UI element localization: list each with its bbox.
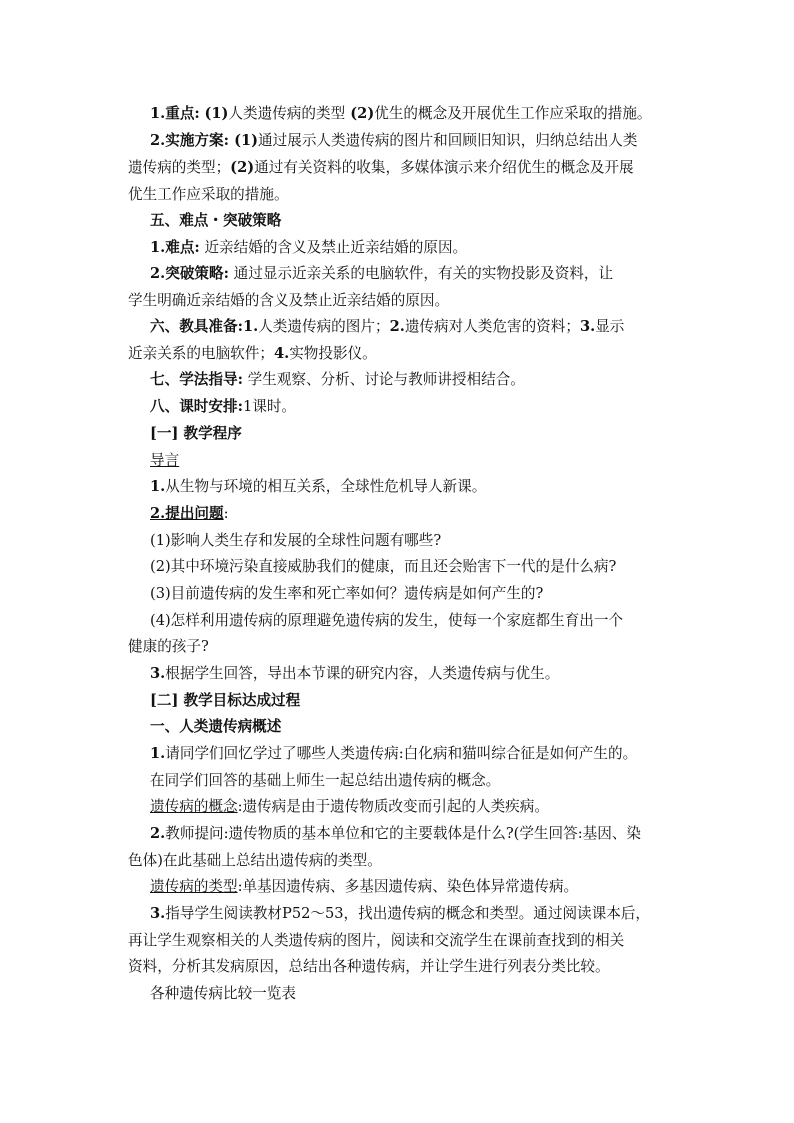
question-4-line-1: (4)怎样利用遗传病的原理避免遗传病的发生，使每一个家庭都生育出一个 <box>150 612 624 629</box>
sec-1-title: 一、人类遗传病概述 <box>150 718 282 735</box>
difficulty-line: 1.难点: 近亲结婚的含义及禁止近亲结婚的原因。 <box>150 239 468 256</box>
section-6-line-2: 近亲关系的电脑软件；4.实物投影仪。 <box>128 345 377 362</box>
sec-1-para-1-line-1: 1.请同学们回忆学过了哪些人类遗传病:白化病和猫叫综合征是如何产生的。 <box>150 745 638 762</box>
concept-label: 遗传病的概念 <box>150 798 238 815</box>
sec-1-para-1-line-2: 在同学们回答的基础上师生一起总结出遗传病的概念。 <box>150 772 501 789</box>
plan-line-1: 2.实施方案: (1)通过展示人类遗传病的图片和回顾旧知识，归纳总结出人类 <box>150 132 638 149</box>
sec-1-para-3-line-2: 再让学生观察相关的人类遗传病的图片，阅读和交流学生在课前查找到的相关 <box>128 932 625 949</box>
question-2: (2)其中环境污染直接威胁我们的健康，而且还会贻害下一代的是什么病? <box>150 558 617 575</box>
strategy-line-2: 学生明确近亲结婚的含义及禁止近亲结婚的原因。 <box>128 292 450 309</box>
strategy-line-1: 2.突破策略: 通过显示近亲关系的电脑软件，有关的实物投影及资料，让 <box>150 265 614 282</box>
sec-1-para-2-line-1: 2.教师提问:遗传物质的基本单位和它的主要载体是什么?(学生回答:基因、染 <box>150 825 642 842</box>
plan-line-2: 遗传病的类型；(2)通过有关资料的收集，多媒体演示来介绍优生的概念及开展 <box>128 159 634 176</box>
intro-item-3: 3.根据学生回答，导出本节课的研究内容，人类遗传病与优生。 <box>150 665 560 682</box>
intro-item-1: 1.从生物与环境的相互关系，全球性危机导人新课。 <box>150 478 487 495</box>
part-1-title: [一] 教学程序 <box>150 425 242 442</box>
question-3: (3)目前遗传病的发生率和死亡率如何？遗传病是如何产生的? <box>150 585 544 602</box>
focus-label: 1.重点: <box>150 105 200 122</box>
focus-line: 1.重点: (1)人类遗传病的类型 (2)优生的概念及开展优生工作应采取的措施。 <box>150 105 652 122</box>
sec-1-para-2-line-2: 色体)在此基础上总结出遗传病的类型。 <box>128 852 382 869</box>
types-label: 遗传病的类型 <box>150 878 238 895</box>
question-4-line-2: 健康的孩子? <box>128 638 209 655</box>
sec-1-para-3-line-1: 3.指导学生阅读教材P52～53，找出遗传病的概念和类型。通过阅读课本后， <box>150 905 651 922</box>
section-5-title: 五、难点・突破策略 <box>150 212 282 229</box>
table-title: 各种遗传病比较一览表 <box>150 985 296 1002</box>
concept-line: 遗传病的概念:遗传病是由于遗传物质改变而引起的人类疾病。 <box>150 798 549 815</box>
part-2-title: [二] 教学目标达成过程 <box>150 692 301 709</box>
section-6-line-1: 六、教具准备:1.人类遗传病的图片；2.遗传病对人类危害的资料；3.显示 <box>150 318 625 335</box>
question-1: (1)影响人类生存和发展的全球性问题有哪些? <box>150 532 442 549</box>
types-line: 遗传病的类型:单基因遗传病、多基因遗传病、染色体异常遗传病。 <box>150 878 579 895</box>
section-8-line: 八、课时安排:1课时。 <box>150 398 297 415</box>
section-7-line: 七、学法指导: 学生观察、分析、讨论与教师讲授相结合。 <box>150 371 525 388</box>
plan-line-3: 优生工作应采取的措施。 <box>128 186 289 203</box>
plan-label: 2.实施方案: <box>150 132 229 149</box>
intro-heading: 导言 <box>150 452 180 469</box>
intro-item-2: 2.提出问题: <box>150 505 229 522</box>
sec-1-para-3-line-3: 资料，分析其发病原因，总结出各种遗传病，并让学生进行列表分类比较。 <box>128 958 610 975</box>
